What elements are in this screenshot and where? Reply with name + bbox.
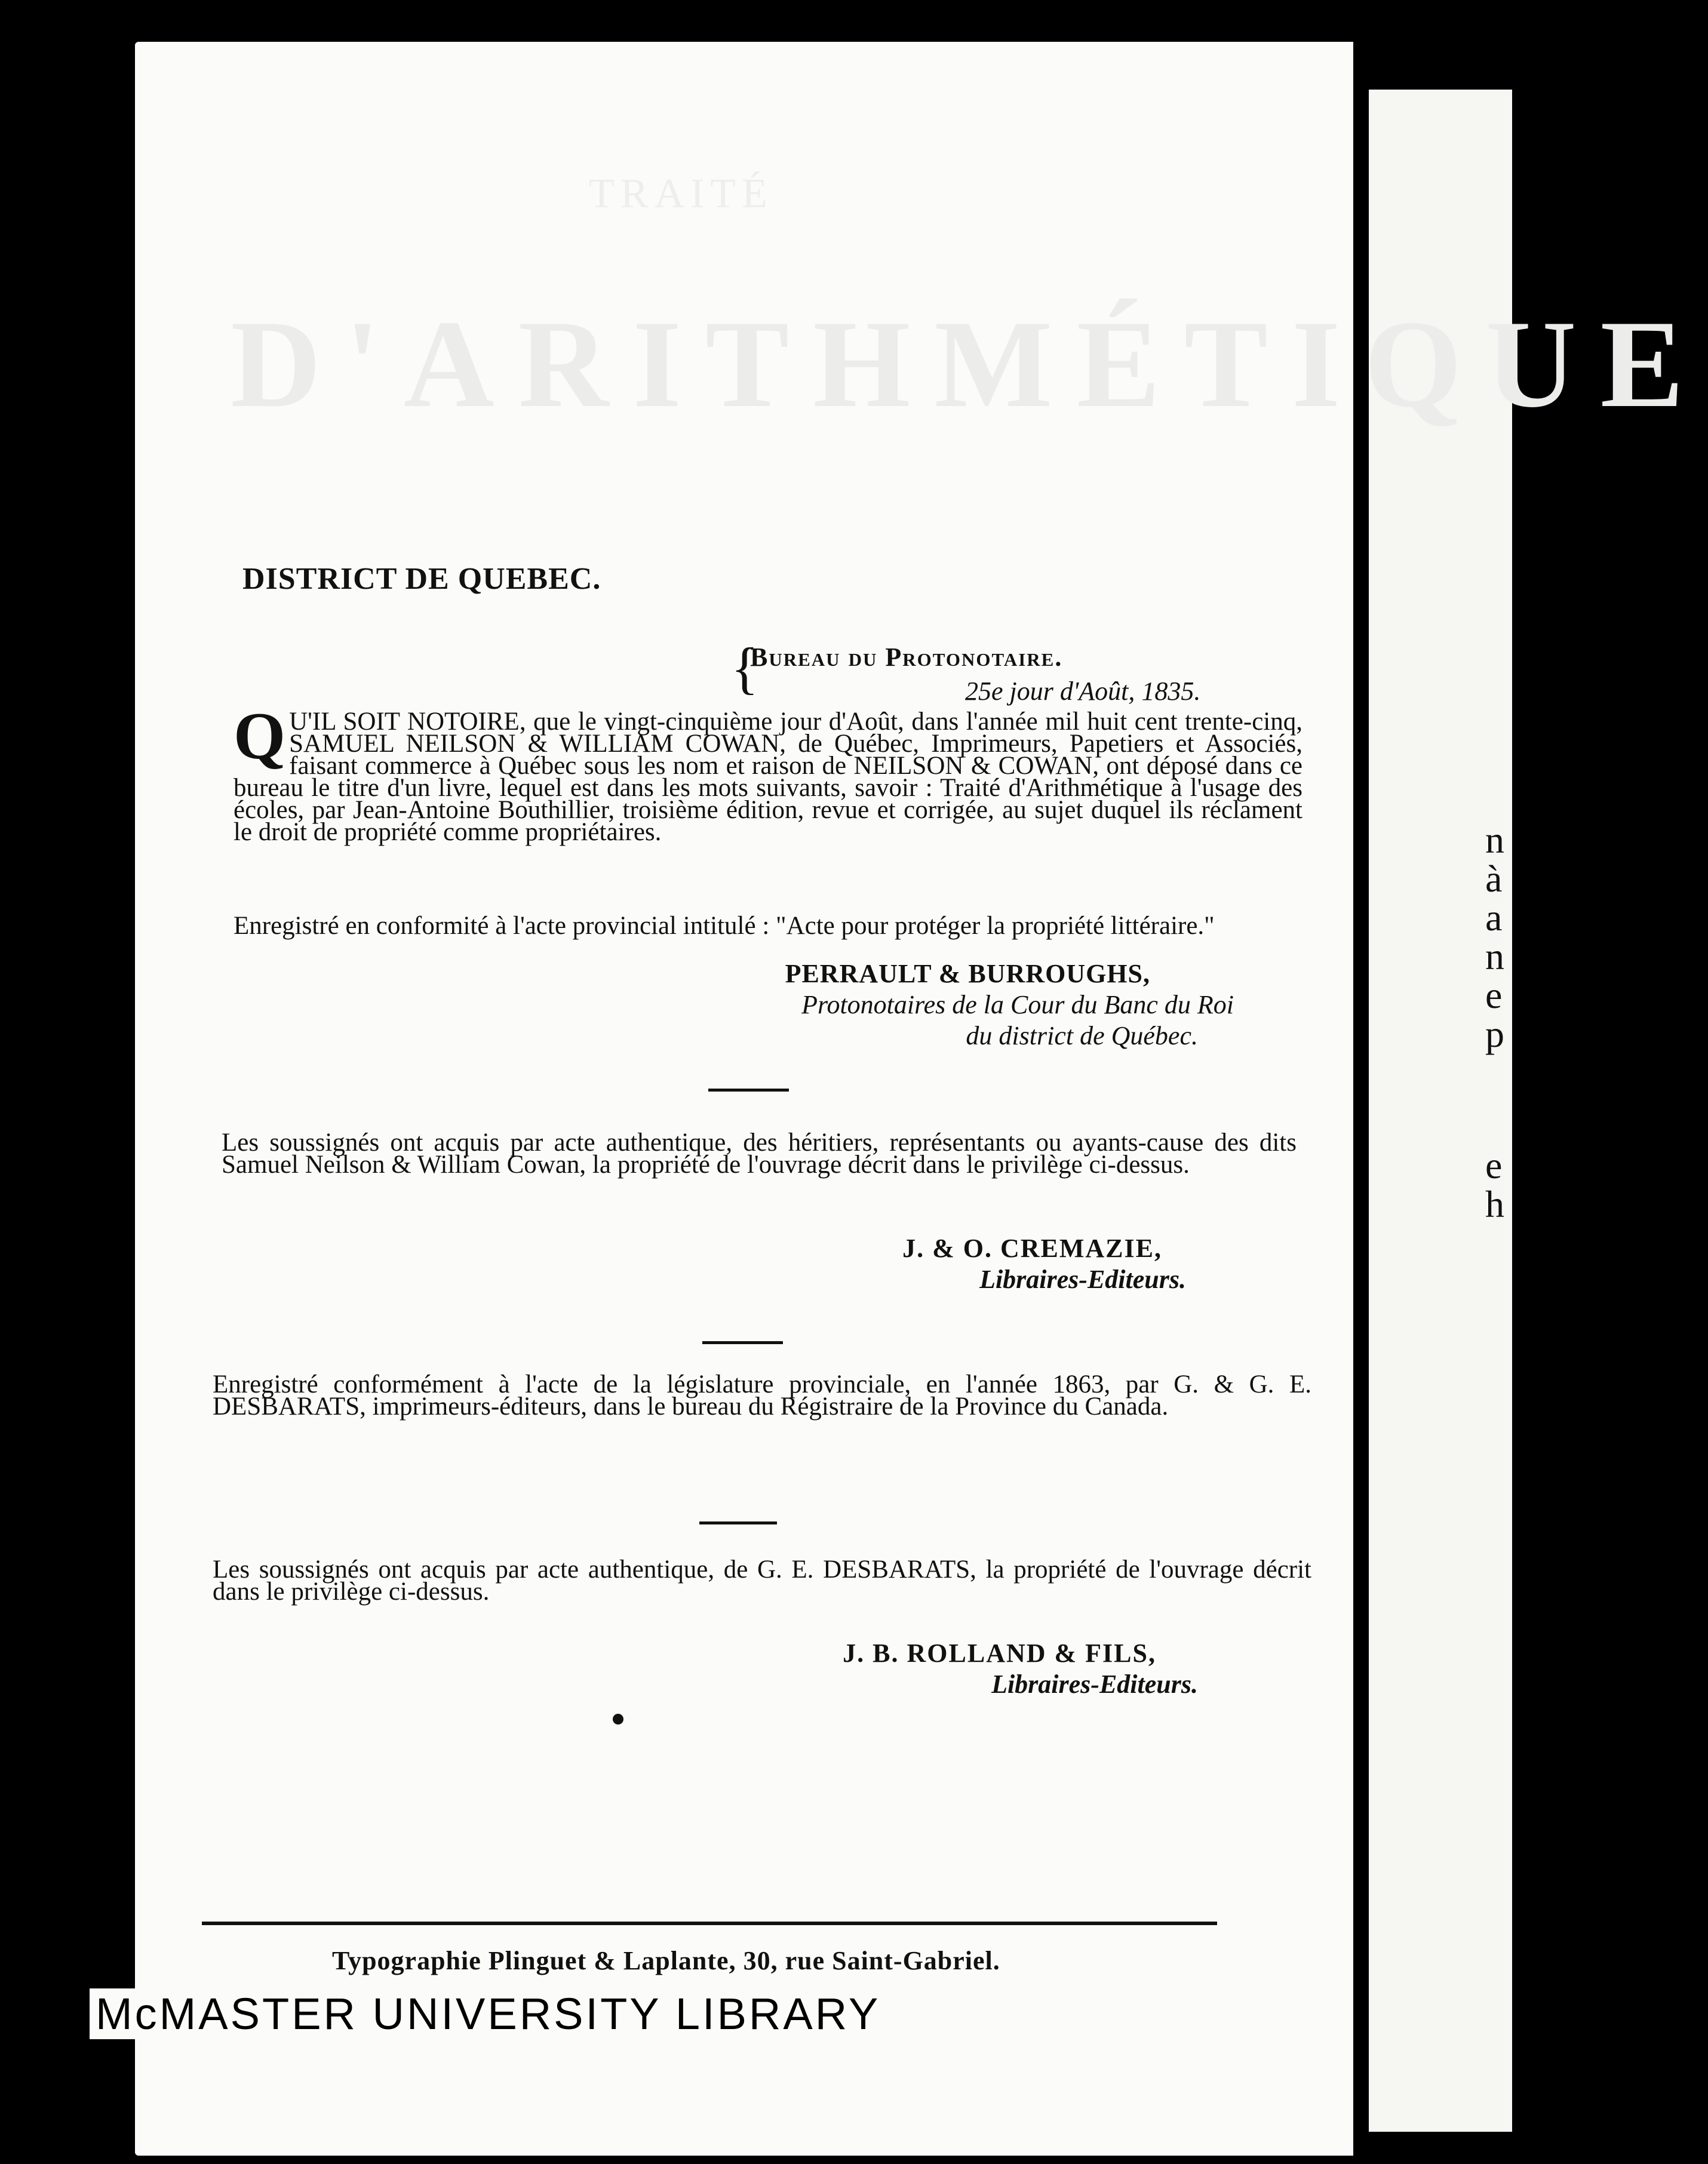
signature-block-perrault <box>493 958 1234 1052</box>
signatory-name: J. B. ROLLAND & FILS, <box>843 1639 1156 1668</box>
facing-page-glyph: a <box>1485 896 1503 939</box>
facing-page-glyph: n <box>1485 935 1504 978</box>
signature-block-rolland <box>672 1638 1198 1700</box>
signatory-name: PERRAULT & BURROUGHS, <box>785 959 1150 988</box>
document-page <box>135 42 1708 2156</box>
section-divider <box>708 1089 789 1092</box>
signatory-title: Libraires-Editeurs. <box>979 1265 1186 1294</box>
registration-paragraph: Enregistré en conformité à l'acte provincial intitulé : "Acte pour protéger la propriété littéraire." <box>234 912 1215 940</box>
privilege-paragraph <box>234 699 1302 846</box>
signatory-title: du district de Québec. <box>966 1021 1198 1050</box>
section-divider <box>699 1521 777 1524</box>
district-heading: DISTRICT DE QUEBEC. <box>242 562 601 596</box>
ornament-dot <box>613 1714 623 1725</box>
facing-page-glyph: à <box>1485 857 1503 900</box>
facing-page-glyph: p <box>1485 1013 1504 1055</box>
privilege-text: U'IL SOIT NOTOIRE, que le vingt-cinquième jour d'Août, dans l'année mil huit cent trente-cinq, SAMUEL NEILSON & WILLIAM COWAN, de Québec, Imprimeurs, Papetiers et Associés, faisant commerce à Québec sous les nom et raison de NEILSON & COWAN, ont déposé dans ce bureau le titre d'un livre, lequel est dans les mots suivants, savoir : Traité d'Arithmétique à l'usage des écoles, par Jean-Antoine Bouthillier, troisième édition, revue et corrigée, au sujet duquel ils réclament le droit de propriété comme propriétaires. <box>234 708 1302 846</box>
bureau-date: 25e jour d'Août, 1835. <box>965 677 1201 706</box>
footer-rule <box>202 1922 1217 1925</box>
drop-cap: Q <box>234 699 286 773</box>
signatory-title: Libraires-Editeurs. <box>991 1670 1198 1699</box>
facing-page-glyph: e <box>1485 1144 1503 1186</box>
signatory-title: Protonotaires de la Cour du Banc du Roi <box>801 990 1234 1019</box>
transfer-paragraph-rolland: Les soussignés ont acquis par acte authentique, de G. E. DESBARATS, la propriété de l'ouvrage décrit dans le privilège ci-dessus. <box>213 1556 1311 1606</box>
bureau-heading: { Bureau du Protonotaire. <box>750 642 1062 672</box>
transfer-paragraph-cremazie: Les soussignés ont acquis par acte authentique, des héritiers, représentants ou ayants-cause des dits Samuel Neilson & William Cowan, la propriété de l'ouvrage décrit dans le privilège ci-dessus. <box>222 1129 1297 1179</box>
library-stamp: McMASTER UNIVERSITY LIBRARY <box>90 1988 886 2039</box>
facing-page-glyph: h <box>1485 1183 1504 1225</box>
signatory-name: J. & O. CREMAZIE, <box>902 1234 1162 1263</box>
show-through-title: TRAITÉ <box>589 171 773 217</box>
registration-1863-paragraph: Enregistré conformément à l'acte de la législature provinciale, en l'année 1863, par G. & G. E. DESBARATS, imprimeurs-éditeurs, dans le bureau du Régistraire de la Province du Canada. <box>213 1370 1311 1421</box>
printer-imprint: Typographie Plinguet & Laplante, 30, rue Saint-Gabriel. <box>332 1946 1000 1975</box>
facing-page-glyph: e <box>1485 974 1503 1016</box>
section-divider <box>702 1341 783 1344</box>
show-through-heading: D'ARITHMÉTIQUE <box>231 295 1708 434</box>
facing-page-glyph: n <box>1485 819 1504 861</box>
signature-block-cremazie <box>672 1233 1186 1295</box>
